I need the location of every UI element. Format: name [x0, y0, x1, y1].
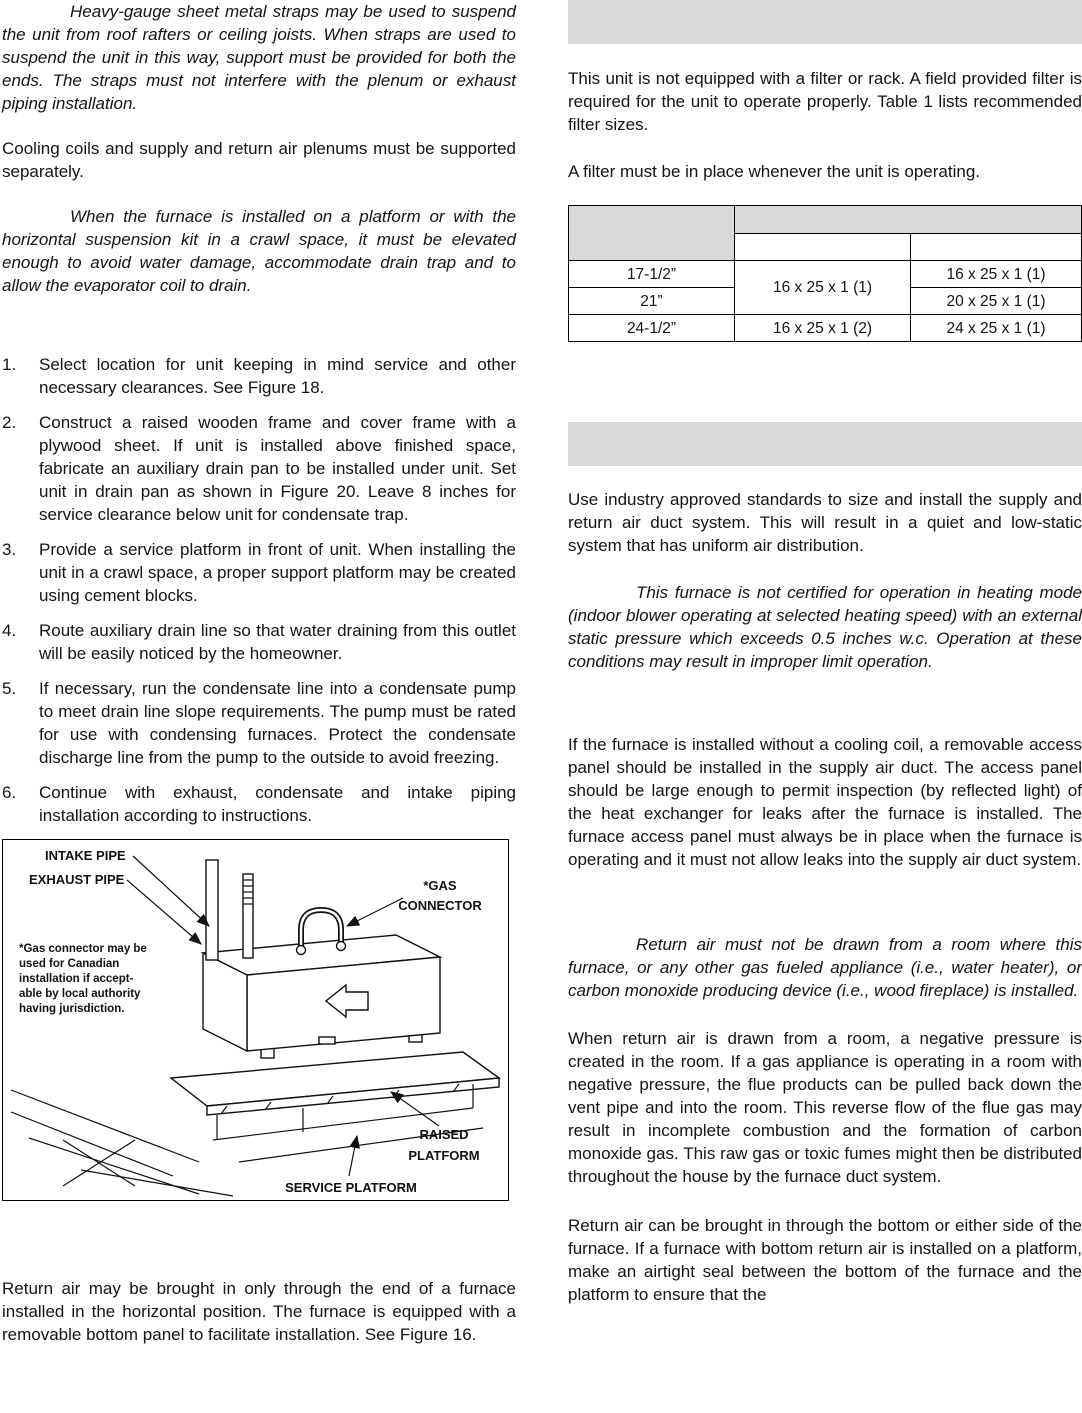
step-text: Provide a service platform in front of unit. When installing the unit in a crawl space, a proper support platform may be created using cement blocks. — [39, 540, 516, 605]
list-item — [2, 677, 516, 769]
filter-size-cell: 16 x 25 x 1 (2) — [735, 315, 911, 342]
step-number: 2. — [2, 413, 17, 432]
exhaust-pipe — [243, 874, 253, 958]
paragraph-filter-in-place: A filter must be in place whenever the unit is operating. — [568, 162, 981, 181]
table-header-cell — [735, 206, 1082, 234]
step-number: 5. — [2, 679, 17, 698]
list-item — [2, 619, 516, 665]
filter-size-cell: 20 x 25 x 1 (1) — [911, 288, 1082, 315]
figure-label-service: SERVICE PLATFORM — [285, 1180, 417, 1195]
figure-label-raised-2: PLATFORM — [408, 1148, 480, 1163]
list-item — [2, 538, 516, 607]
table-header-cell — [569, 206, 735, 261]
paragraph-access-panel: If the furnace is installed without a cooling coil, a removable access panel should be installed in the supply air duct. The access panel should be large enough to permit inspection (by reflected light) of the heat exchanger for leaks after the furnace is installed. The furnace access panel must always be in place when the furnace is operating and it must not allow leaks into the supply air duct system. — [568, 735, 1082, 869]
table-row — [569, 261, 1082, 288]
paragraph-duct-standards: Use industry approved standards to size and install the supply and return air duct system. This will result in a quiet and low-static system that has uniform air distribution. — [568, 490, 1082, 555]
step-number: 1. — [2, 355, 17, 374]
paragraph-return-air-horizontal: Return air may be brought in only through the end of a furnace installed in the horizontal position. The furnace is equipped with a removable bottom panel to facilitate installation. See Figure 16. — [2, 1279, 516, 1344]
intake-pipe — [206, 860, 218, 960]
paragraph-negative-pressure: When return air is drawn from a room, a negative pressure is created in the room. If a gas appliance is operating in a room with negative pressure, the flue products can be pulled back down the vent pipe and into the room. This reverse flow of the flue gas may result in incomplete combustion and the formation of carbon monoxide gas. This raw gas or toxic fumes might then be distributed throughout the house by the furnace duct system. — [568, 1029, 1082, 1186]
figure-note-line: installation if accept- — [19, 973, 134, 985]
right-column — [568, 0, 1082, 1346]
list-item — [2, 411, 516, 526]
figure-label-raised-1: RAISED — [419, 1127, 469, 1142]
paragraph-bottom-return: Return air can be brought in through the bottom or either side of the furnace. If a furnace with bottom return air is installed on a platform, make an airtight seal between the bottom of the furnace and the platform to ensure that the — [568, 1216, 1082, 1304]
paragraph-static-pressure: This furnace is not certified for operation in heating mode (indoor blower operating at selected heating speed) with an external static pressure which exceeds 0.5 inches w.c. Operation at these conditions may result in improper limit operation. — [568, 583, 1082, 671]
table-subheader-cell — [911, 234, 1082, 261]
step-number: 6. — [2, 783, 17, 802]
figure-label-gas-1: *GAS — [423, 878, 457, 893]
installation-figure — [2, 839, 509, 1201]
cabinet-width-cell: 24-1/2” — [569, 315, 735, 342]
installation-steps-list — [2, 353, 516, 827]
filter-size-table — [568, 205, 1082, 342]
paragraph-filter-required: This unit is not equipped with a filter or rack. A field provided filter is required for the unit to operate properly. Table 1 lists recommended filter sizes. — [568, 69, 1082, 134]
table-header-row — [569, 206, 1082, 234]
step-text: Select location for unit keeping in mind service and other necessary clearances. See Figure 18. — [39, 355, 516, 397]
list-item — [2, 781, 516, 827]
figure-label-gas-2: CONNECTOR — [398, 898, 482, 913]
figure-note-line: able by local authority — [19, 988, 141, 1000]
filter-size-cell: 24 x 25 x 1 (1) — [911, 315, 1082, 342]
cabinet-width-cell: 21” — [569, 288, 735, 315]
cabinet-width-cell: 17-1/2” — [569, 261, 735, 288]
figure-note-line: *Gas connector may be — [19, 943, 147, 955]
figure-note-line: used for Canadian — [19, 958, 120, 970]
paragraph-return-air-warning: Return air must not be drawn from a room where this furnace, or any other gas fueled appliance (i.e., water heater), or carbon monoxide producing device (i.e., wood fireplace) is installed. — [568, 935, 1082, 1000]
list-item — [2, 353, 516, 399]
step-number: 3. — [2, 540, 17, 559]
step-text: Continue with exhaust, condensate and intake piping installation according to instructions. — [39, 783, 516, 825]
table-row — [569, 315, 1082, 342]
filter-size-cell: 16 x 25 x 1 (1) — [735, 261, 911, 315]
paragraph-cooling-coils: Cooling coils and supply and return air plenums must be supported separately. — [2, 139, 516, 181]
paragraph-straps: Heavy-gauge sheet metal straps may be used to suspend the unit from roof rafters or ceiling joists. When straps are used to suspend the unit in this way, support must be provided for both the ends. The straps must not interfere with the plenum or exhaust piping installation. — [2, 2, 516, 113]
furnace-box — [203, 935, 440, 1058]
table-subheader-cell — [735, 234, 911, 261]
figure-note-line: having jurisdiction. — [19, 1003, 125, 1015]
step-text: If necessary, run the condensate line into a condensate pump to meet drain line slope requirements. The pump must be rated for use with condensing furnaces. Protect the condensate discharge line from the pump to the outside to avoid freezing. — [39, 679, 516, 767]
step-text: Route auxiliary drain line so that water draining from this outlet will be easily noticed by the homeowner. — [39, 621, 516, 663]
filter-size-cell: 16 x 25 x 1 (1) — [911, 261, 1082, 288]
section-heading-bar-ductwork — [568, 422, 1082, 466]
paragraph-platform-note: When the furnace is installed on a platform or with the horizontal suspension kit in a crawl space, it must be elevated enough to avoid water damage, accommodate drain trap and to allow the evaporator coil to drain. — [2, 207, 516, 295]
furnace-drawing — [3, 840, 508, 1200]
figure-label-intake: INTAKE PIPE — [45, 848, 126, 863]
left-column — [2, 0, 516, 1346]
step-text: Construct a raised wooden frame and cover frame with a plywood sheet. If unit is installed above finished space, fabricate an auxiliary drain pan to be installed under unit. Set unit in drain pan as shown in Figure 20. Leave 8 inches for service clearance below unit for condensate trap. — [39, 413, 516, 524]
section-heading-bar-filter — [568, 0, 1082, 44]
step-number: 4. — [2, 621, 17, 640]
figure-label-exhaust: EXHAUST PIPE — [29, 872, 125, 887]
